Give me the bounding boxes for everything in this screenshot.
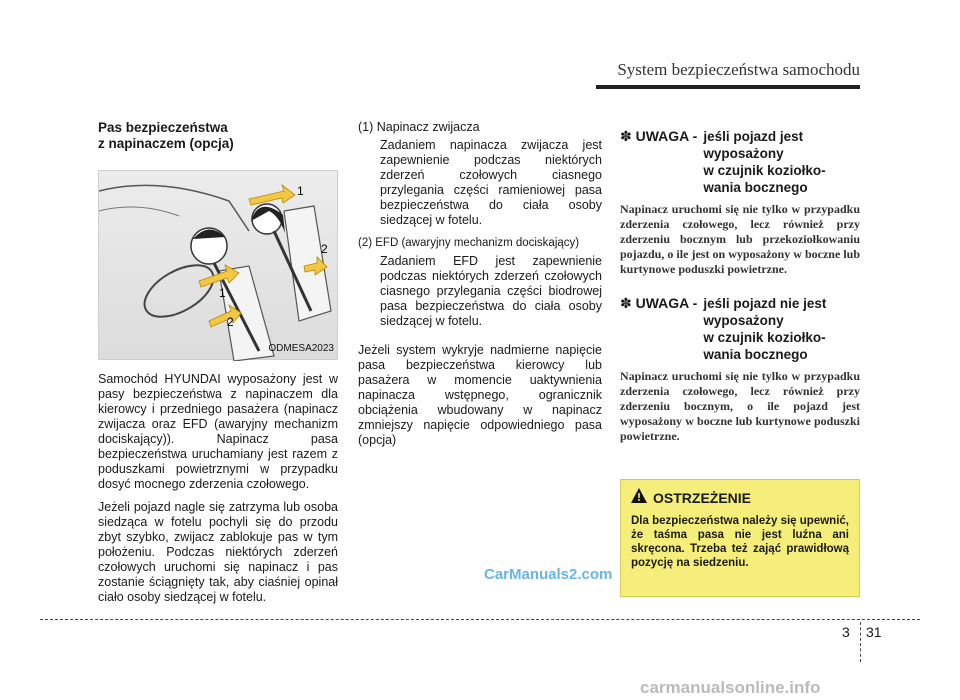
note-text: Napinacz uruchomi się nie tylko w przypadku zderzenia czołowego, lecz również przy zderzeniu bocznym lub przekoziołkowaniu pojazdu, o ile jest on wyposażony w boczne lub kurtynowe poduszki powietrzne. xyxy=(620,202,860,276)
list-item-head: (2) EFD (awaryjny mechanizm dociskający) xyxy=(358,237,580,249)
seatbelt-illustration xyxy=(98,170,338,360)
column-2 xyxy=(358,120,602,456)
footer-watermark: carmanualsonline.info xyxy=(640,678,821,697)
section-title: Pas bezpieczeństwa z napinaczem (opcja) xyxy=(98,120,234,151)
warning-box xyxy=(620,479,860,597)
seatbelt-drawing xyxy=(99,171,339,361)
watermark: CarManuals2.com xyxy=(484,566,613,583)
list-item-body: Zadaniem EFD jest zapewnienie podczas niektórych zderzeń czołowych ciasnego przylegania części biodrowej pasa bezpieczeństwa do ciała osoby siedzącej w fotelu. xyxy=(380,254,602,328)
warning-title: OSTRZEŻENIE xyxy=(653,490,752,506)
paragraph: Samochód HYUNDAI wyposażony jest w pasy bezpieczeństwa z napinaczem dla kierowcy i przedniego pasażera (napinacz zwijacza oraz EFD (awaryjny mechanizm dociskający)). Napinacz pasa bezpieczeństwa uruchamiany jest razem z poduszkami powietrznymi w przypadku dosyć mocnego zderzenia czołowego. xyxy=(98,372,338,491)
column-3 xyxy=(620,128,860,462)
note-title xyxy=(620,295,860,363)
note-subtitle: jeśli pojazd jest wyposażony w czujnik koziołko- wania bocznego xyxy=(703,129,826,195)
column-1 xyxy=(98,120,338,613)
note-title xyxy=(620,128,860,196)
note-subtitle: jeśli pojazd nie jest wyposażony w czujnik koziołko- wania bocznego xyxy=(703,296,827,362)
list-item-head: (1) Napinacz zwijacza xyxy=(358,120,480,134)
warning-text: Dla bezpieczeństwa należy się upewnić, że taśma pasa nie jest luźna ani skręcona. Trzeba też zająć prawidłową pozycję na siedzeniu. xyxy=(631,515,849,569)
figure-caption: ODMESA2023 xyxy=(268,343,334,354)
note-mark: ✽ UWAGA - xyxy=(620,128,698,144)
note-mark: ✽ UWAGA - xyxy=(620,295,698,311)
figure-label-2a: 2 xyxy=(321,242,328,256)
header-bar xyxy=(596,85,860,89)
paragraph: Jeżeli pojazd nagle się zatrzyma lub osoba siedząca w fotelu pochyli się do przodu zbyt szybko, zwijacz zablokuje pas w tym położeniu. Podczas niektórych zderzeń czołowych uruchomi się napinacz i pas zostanie ściągnięty tak, aby ciaśniej opinał ciało osoby siedzącej w fotelu. xyxy=(98,500,338,604)
figure-label-1a: 1 xyxy=(297,184,304,198)
figure-label-2b: 2 xyxy=(227,315,234,329)
page-number: 31 xyxy=(866,624,882,640)
header-title: System bezpieczeństwa samochodu xyxy=(617,60,860,79)
note-text: Napinacz uruchomi się nie tylko w przypadku zderzenia czołowego, lecz również przy zderzeniu bocznym, o ile pojazd jest wyposażony w boczne lub kurtynowe poduszki powietrzne. xyxy=(620,369,860,443)
warning-icon xyxy=(631,488,647,508)
page-number-separator xyxy=(860,622,861,662)
figure-label-1b: 1 xyxy=(219,286,226,300)
paragraph: Jeżeli system wykryje nadmierne napięcie pasa bezpieczeństwa kierowcy lub pasażera w momencie uaktywnienia napinacza wstępnego, ogranicznik obciążenia wbudowany w napinacz zmniejszy napięcie odpowiedniego pasa (opcja) xyxy=(358,343,602,447)
footer-divider xyxy=(40,619,920,620)
list-item-body: Zadaniem napinacza zwijacza jest zapewnienie podczas niektórych zderzeń czołowych ciasnego przylegania części ramieniowej pasa bezpieczeństwa do ciała osoby siedzącej w fotelu. xyxy=(380,138,602,227)
chapter-number: 3 xyxy=(842,624,850,640)
